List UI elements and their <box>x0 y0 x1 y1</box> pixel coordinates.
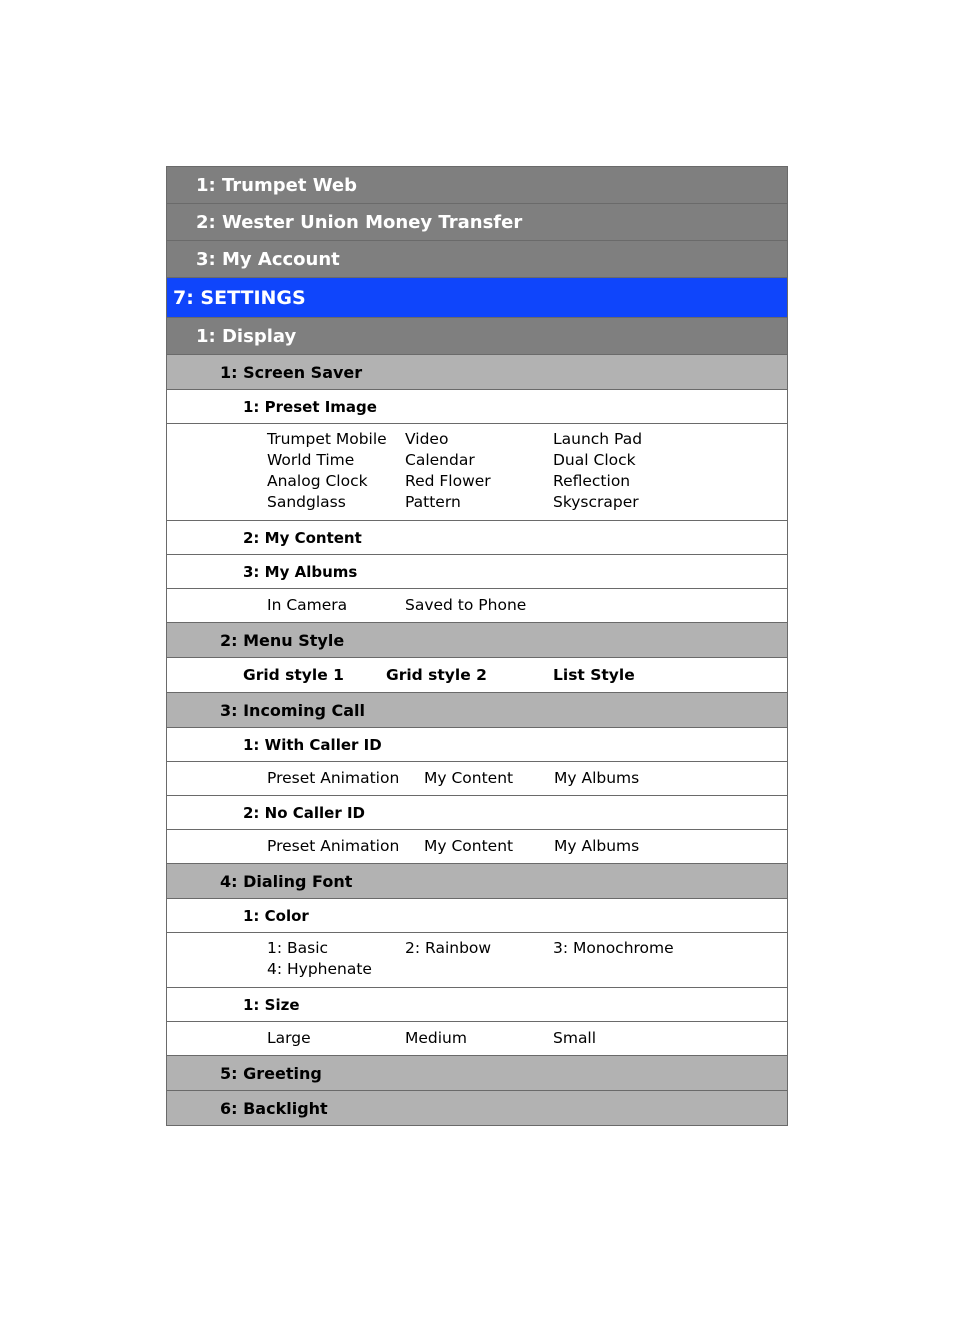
option-preset-animation: Preset Animation <box>267 837 400 855</box>
menu-item-color[interactable] <box>167 899 787 933</box>
option-basic: 1: Basic <box>267 939 329 957</box>
option-world-time: World Time <box>267 451 355 469</box>
option-my-albums: My Albums <box>554 769 640 787</box>
option-grid-style-1: Grid style 1 <box>243 665 344 684</box>
option-dual-clock: Dual Clock <box>553 451 636 469</box>
menu-item-incoming-call[interactable] <box>167 693 787 728</box>
menu-item-label: 1: Preset Image <box>243 397 377 416</box>
menu-item-label: 6: Backlight <box>220 1098 328 1118</box>
menu-item-label: 1: Color <box>243 906 309 925</box>
menu-item-label: 2: My Content <box>243 528 362 547</box>
option-reflection: Reflection <box>553 472 631 490</box>
menu-item-my-account[interactable] <box>167 241 787 278</box>
menu-item-trumpet-web[interactable] <box>167 167 787 204</box>
option-red-flower: Red Flower <box>405 472 491 490</box>
menu-item-menu-style[interactable] <box>167 623 787 658</box>
menu-item-my-albums[interactable] <box>167 555 787 589</box>
menu-header-settings[interactable] <box>167 278 787 318</box>
menu-item-label: 3: Incoming Call <box>220 700 365 720</box>
option-launch-pad: Launch Pad <box>553 430 643 448</box>
menu-item-my-content[interactable] <box>167 521 787 555</box>
menu-item-label: 1: Display <box>196 325 297 347</box>
option-analog-clock: Analog Clock <box>267 472 368 490</box>
option-skyscraper: Skyscraper <box>553 493 639 511</box>
option-calendar: Calendar <box>405 451 475 469</box>
menu-item-label: 1: Screen Saver <box>220 362 363 382</box>
menu-item-label: 3: My Albums <box>243 562 358 581</box>
option-trumpet-mobile: Trumpet Mobile <box>267 430 387 448</box>
option-in-camera: In Camera <box>267 596 348 614</box>
menu-item-no-caller-id[interactable] <box>167 796 787 830</box>
menu-item-label: 4: Dialing Font <box>220 871 353 891</box>
option-small: Small <box>553 1029 597 1047</box>
menu-item-size[interactable] <box>167 988 787 1022</box>
menu-item-label: 2: No Caller ID <box>243 803 365 822</box>
albums-options <box>167 589 787 623</box>
option-video: Video <box>405 430 449 448</box>
menu-item-label: 1: Size <box>243 995 300 1014</box>
option-saved-to-phone: Saved to Phone <box>405 596 527 614</box>
no-caller-id-options <box>167 830 787 864</box>
option-hyphenate: 4: Hyphenate <box>267 960 372 978</box>
menu-item-screen-saver[interactable] <box>167 355 787 390</box>
option-my-content: My Content <box>424 769 514 787</box>
option-sandglass: Sandglass <box>267 493 346 511</box>
menu-item-label: 5: Greeting <box>220 1063 322 1083</box>
color-options <box>167 933 787 988</box>
menu-item-label: 2: Menu Style <box>220 630 345 650</box>
menu-item-backlight[interactable] <box>167 1091 787 1126</box>
size-options <box>167 1022 787 1056</box>
option-large: Large <box>267 1029 311 1047</box>
option-monochrome: 3: Monochrome <box>553 939 674 957</box>
menu-item-label: 2: Wester Union Money Transfer <box>196 211 523 233</box>
menu-item-label: 1: Trumpet Web <box>196 174 358 196</box>
menu-item-greeting[interactable] <box>167 1056 787 1091</box>
option-rainbow: 2: Rainbow <box>405 939 492 957</box>
preset-image-options <box>167 424 787 521</box>
menu-style-options <box>167 658 787 693</box>
menu-item-western-union[interactable] <box>167 204 787 241</box>
option-my-albums: My Albums <box>554 837 640 855</box>
menu-item-display[interactable] <box>167 318 787 355</box>
option-medium: Medium <box>405 1029 467 1047</box>
menu-header-label: 7: SETTINGS <box>173 286 306 309</box>
settings-menu-table <box>166 166 788 1126</box>
option-pattern: Pattern <box>405 493 461 511</box>
option-preset-animation: Preset Animation <box>267 769 400 787</box>
menu-item-dialing-font[interactable] <box>167 864 787 899</box>
option-my-content: My Content <box>424 837 514 855</box>
option-list-style: List Style <box>553 665 635 684</box>
menu-item-with-caller-id[interactable] <box>167 728 787 762</box>
menu-item-label: 3: My Account <box>196 248 340 270</box>
with-caller-id-options <box>167 762 787 796</box>
menu-item-label: 1: With Caller ID <box>243 735 382 754</box>
option-grid-style-2: Grid style 2 <box>386 665 487 684</box>
menu-item-preset-image[interactable] <box>167 390 787 424</box>
